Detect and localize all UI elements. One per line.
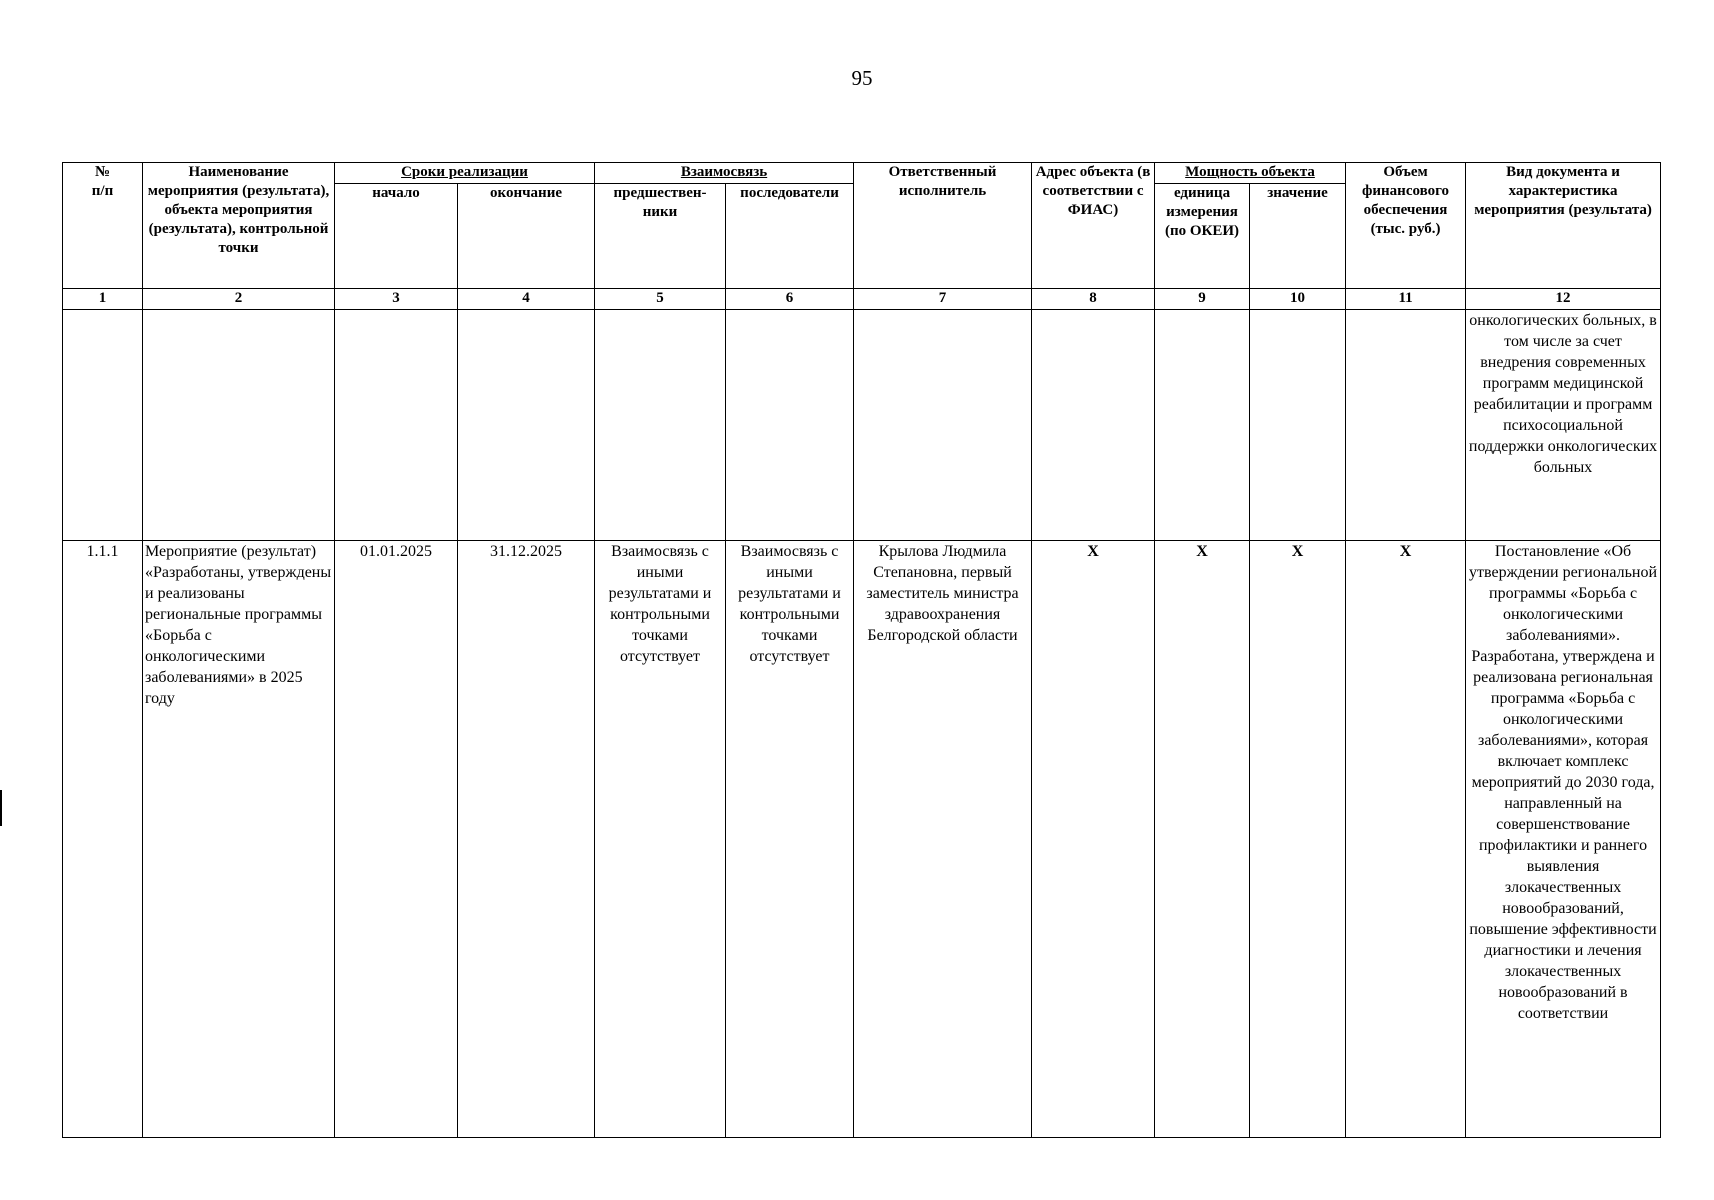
doc-type: Постановление «Об утверждении региональной программы «Борьба с онкологическими заболеваниями». Разработана, утверждена и реализована региональная программа «Борьба с онкологическими заболеваниями», которая включает комплекс мероприятий до 2030 года, направленный на совершенствование профилактики и раннего выявления злокачественных новообразований, повышение эффективности диагностики и лечения злокачественных новообразований в соответствии xyxy=(1466,541,1661,1138)
header-name: Наименование мероприятия (результата), объекта мероприятия (результата), контрольной точки xyxy=(143,163,335,289)
responsible-person: Крылова Людмила Степановна, первый заместитель министра здравоохранения Белгородской области xyxy=(854,541,1032,1138)
column-number: 7 xyxy=(854,289,1032,310)
header-value: значение xyxy=(1250,184,1346,289)
header-end: окончание xyxy=(458,184,595,289)
empty-cell xyxy=(854,310,1032,541)
row-number: 1.1.1 xyxy=(63,541,143,1138)
predecessors: Взаимосвязь с иными результатами и контрольными точками отсутствует xyxy=(595,541,726,1138)
header-no: № п/п xyxy=(63,163,143,289)
empty-cell xyxy=(458,310,595,541)
column-number: 10 xyxy=(1250,289,1346,310)
empty-cell xyxy=(1346,310,1466,541)
header-address: Адрес объекта (в соответствии с ФИАС) xyxy=(1032,163,1155,289)
empty-cell xyxy=(595,310,726,541)
measure-name: Мероприятие (результат) «Разработаны, утверждены и реализованы региональные программы «Борьба с онкологическими заболеваниями» в 2025 году xyxy=(143,541,335,1138)
continuation-row xyxy=(63,310,1661,541)
empty-cell xyxy=(726,310,854,541)
successors: Взаимосвязь с иными результатами и контрольными точками отсутствует xyxy=(726,541,854,1138)
plan-table xyxy=(62,162,1661,1138)
empty-cell xyxy=(63,310,143,541)
page-number: 95 xyxy=(851,66,873,90)
column-number: 9 xyxy=(1155,289,1250,310)
address-value: X xyxy=(1032,541,1155,1138)
empty-cell xyxy=(143,310,335,541)
unit-value: X xyxy=(1155,541,1250,1138)
column-number: 5 xyxy=(595,289,726,310)
column-number: 12 xyxy=(1466,289,1661,310)
column-number: 8 xyxy=(1032,289,1155,310)
end-date: 31.12.2025 xyxy=(458,541,595,1138)
column-number: 1 xyxy=(63,289,143,310)
header-row-1 xyxy=(63,163,1661,184)
header-unit: единица измерения (по ОКЕИ) xyxy=(1155,184,1250,289)
capacity-value: X xyxy=(1250,541,1346,1138)
column-number: 4 xyxy=(458,289,595,310)
column-number: 6 xyxy=(726,289,854,310)
table-row-1-1-1 xyxy=(63,541,1661,1138)
header-start: начало xyxy=(335,184,458,289)
header-capacity: Мощность объекта xyxy=(1155,163,1346,184)
continued-doc-type: онкологических больных, в том числе за счет внедрения современных программ медицинской реабилитации и программ психосоциальной поддержки онкологических больных xyxy=(1466,310,1661,541)
header-responsible: Ответственный исполнитель xyxy=(854,163,1032,289)
column-numbers-row xyxy=(63,289,1661,310)
empty-cell xyxy=(335,310,458,541)
start-date: 01.01.2025 xyxy=(335,541,458,1138)
header-successors: последователи xyxy=(726,184,854,289)
finance-value: X xyxy=(1346,541,1466,1138)
scan-edge-mark xyxy=(0,790,2,826)
header-terms: Сроки реализации xyxy=(335,163,595,184)
empty-cell xyxy=(1250,310,1346,541)
empty-cell xyxy=(1032,310,1155,541)
header-predecessors: предшествен-ники xyxy=(595,184,726,289)
column-number: 2 xyxy=(143,289,335,310)
column-number: 3 xyxy=(335,289,458,310)
header-relation: Взаимосвязь xyxy=(595,163,854,184)
empty-cell xyxy=(1155,310,1250,541)
column-number: 11 xyxy=(1346,289,1466,310)
header-finance: Объем финансового обеспечения (тыс. руб.) xyxy=(1346,163,1466,289)
header-doc-type: Вид документа и характеристика мероприятия (результата) xyxy=(1466,163,1661,289)
